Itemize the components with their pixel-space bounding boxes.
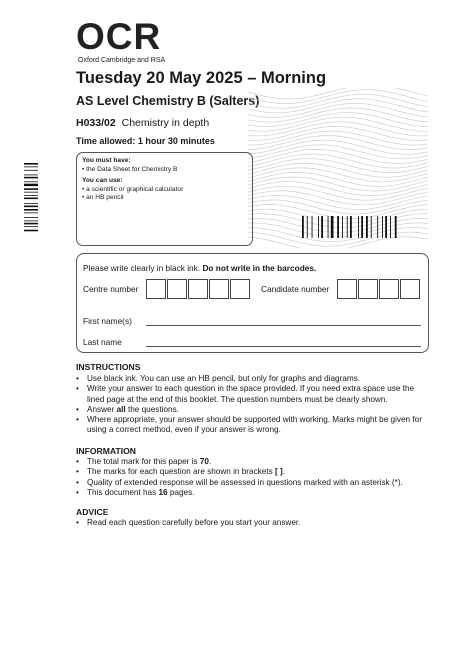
barcode-bar (24, 195, 38, 196)
barcode-bar (24, 217, 38, 218)
information-item: • This document has 16 pages. (76, 488, 428, 498)
security-wave-line (248, 159, 428, 173)
instruction-item: • Write your answer to each question in the space provided. If you need extra space use the lined page at the end of this booklet. The question numbers must be clearly shown. (76, 384, 428, 405)
barcode-bar (342, 216, 343, 238)
security-wave-line (248, 186, 428, 200)
barcode-bar (24, 198, 38, 200)
barcode-bar (321, 216, 323, 238)
barcode-bar (312, 216, 313, 238)
information-item: • The marks for each question are shown in brackets [ ]. (76, 467, 428, 477)
security-wave-line (248, 163, 428, 177)
advice-heading: ADVICE (76, 507, 109, 517)
candidate-number-digit-box[interactable] (358, 279, 378, 299)
barcode-bar (350, 216, 352, 238)
security-wave-line (248, 117, 428, 131)
centre-number-digit-box[interactable] (188, 279, 208, 299)
barcode-bar (24, 226, 38, 227)
instruction-item: • Answer all the questions. (76, 405, 428, 415)
barcode-bar (24, 170, 38, 171)
barcode-bar (390, 216, 391, 238)
advice-list (76, 518, 428, 528)
time-allowed: Time allowed: 1 hour 30 minutes (76, 136, 215, 146)
centre-number-digit-box[interactable] (146, 279, 166, 299)
first-name-field[interactable] (146, 325, 421, 326)
barcode-bar (24, 181, 38, 182)
centre-number-digit-box[interactable] (167, 279, 187, 299)
can-use-item: • a scientific or graphical calculator (82, 185, 184, 193)
centre-number-digit-box[interactable] (209, 279, 229, 299)
information-list (76, 457, 428, 498)
candidate-number-digit-box[interactable] (337, 279, 357, 299)
last-name-field[interactable] (146, 346, 421, 347)
barcode-bar (377, 216, 378, 238)
barcode-bar (24, 163, 38, 165)
first-name-label: First name(s) (83, 316, 132, 326)
security-wave-line (248, 136, 428, 150)
barcode-bar (24, 209, 38, 211)
instructions-heading: INSTRUCTIONS (76, 362, 141, 372)
barcode-bar (307, 216, 308, 238)
security-wave-line (248, 108, 428, 122)
candidate-number-digit-box[interactable] (379, 279, 399, 299)
side-barcode-icon (24, 163, 38, 254)
paper-code: H033/02 (76, 117, 116, 129)
barcode-bar (24, 184, 38, 186)
barcode-bar (361, 216, 363, 238)
must-have-heading: You must have: (82, 157, 131, 164)
exam-date: Tuesday 20 May 2025 – Morning (76, 69, 327, 87)
barcode-bar (24, 230, 38, 232)
logo-subtitle: Oxford Cambridge and RSA (78, 57, 166, 64)
barcode-bar (24, 175, 38, 176)
security-wave-line (248, 113, 428, 127)
security-wave-line (248, 103, 428, 117)
instruction-item: • Use black ink. You can use an HB pencil, but only for graphs and diagrams. (76, 374, 428, 384)
barcode-bar (318, 216, 319, 238)
exam-barcode-icon (302, 216, 436, 244)
barcode-bar (24, 192, 38, 193)
barcode-bar (382, 216, 383, 238)
barcode-bar (366, 216, 368, 238)
barcode-bar (328, 216, 329, 238)
barcode-bar (385, 216, 387, 238)
security-wave-line (248, 99, 428, 113)
security-wave-line (248, 195, 428, 209)
security-wave-line (248, 149, 428, 163)
candidate-number-digit-box[interactable] (400, 279, 420, 299)
barcode-bar (24, 212, 38, 213)
barcode-bar (24, 188, 38, 190)
materials-box (76, 152, 253, 246)
can-use-heading: You can use: (82, 177, 123, 184)
instruction-item: • Where appropriate, your answer should be supported with working. Marks might be given for using a correct method, even if your answer is wrong. (76, 415, 428, 436)
barcode-bar (347, 216, 348, 238)
centre-number-digit-box[interactable] (230, 279, 250, 299)
barcode-bar (331, 216, 334, 238)
barcode-bar (302, 216, 304, 238)
write-clearly-note: Please write clearly in black ink. Do not write in the barcodes. (83, 263, 317, 273)
barcode-bar (24, 206, 38, 208)
barcode-bar (395, 216, 397, 238)
subject-title: AS Level Chemistry B (Salters) (76, 94, 260, 108)
barcode-bar (371, 216, 372, 238)
advice-item: • Read each question carefully before you start your answer. (76, 518, 428, 528)
information-item: • The total mark for this paper is 70. (76, 457, 428, 467)
barcode-bar (24, 221, 38, 222)
barcode-bar (24, 203, 38, 204)
barcode-bar (337, 216, 339, 238)
barcode-bar (24, 223, 38, 225)
information-heading: INFORMATION (76, 446, 136, 456)
information-item: • Quality of extended response will be assessed in questions marked with an asterisk (*). (76, 478, 428, 488)
ocr-logo: OCR (76, 16, 162, 57)
paper-title: Chemistry in depth (121, 117, 210, 129)
barcode-bar (24, 177, 38, 179)
security-wave-line (248, 172, 428, 186)
can-use-item: • an HB pencil (82, 194, 124, 201)
security-wave-line (248, 122, 428, 136)
barcode-bar (358, 216, 359, 238)
paper-line (76, 116, 209, 130)
candidate-number-label: Candidate number (261, 284, 330, 294)
instructions-list (76, 374, 428, 436)
centre-number-label: Centre number (83, 284, 139, 294)
barcode-bar (24, 166, 38, 167)
security-wave-line (248, 90, 428, 104)
must-have-item: • the Data Sheet for Chemistry B (82, 165, 178, 173)
security-wave-line (248, 191, 428, 205)
last-name-label: Last name (83, 337, 122, 347)
